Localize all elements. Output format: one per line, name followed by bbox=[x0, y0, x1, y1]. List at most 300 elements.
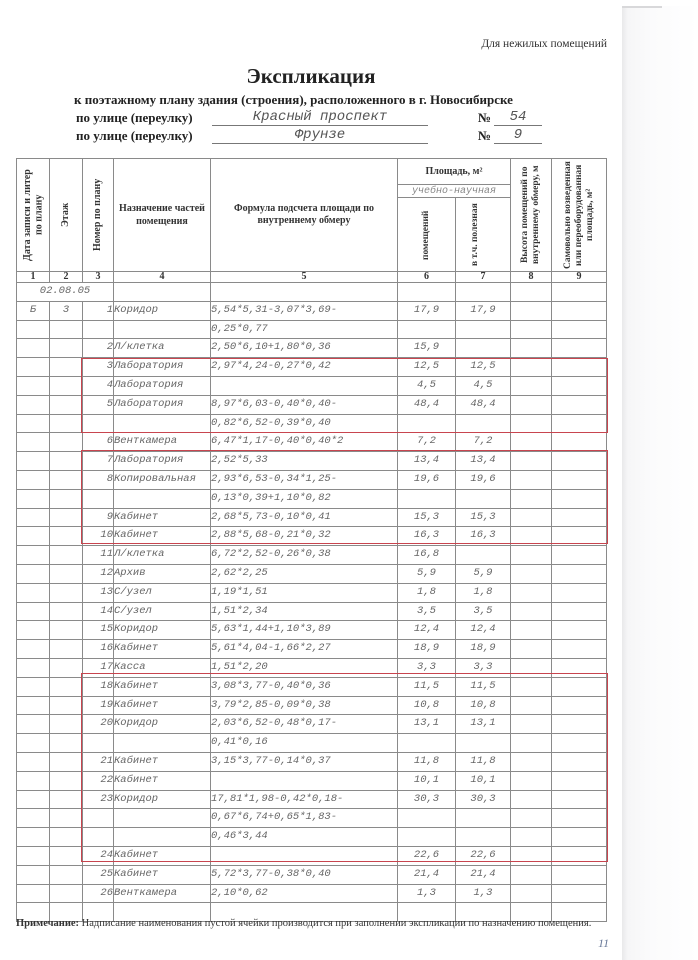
floor-cell bbox=[50, 339, 83, 358]
plan-number-cell: 26 bbox=[83, 884, 114, 903]
table-row bbox=[17, 395, 607, 414]
footnote-text: Надписание наименования пустой ячейки производится при заполнении экспликации по назначению помещения. bbox=[79, 918, 592, 929]
table-row bbox=[17, 828, 607, 847]
area-formula-cell: 5,54*5,31-3,07*3,69- bbox=[211, 301, 398, 320]
floor-cell bbox=[50, 546, 83, 565]
floor-cell bbox=[50, 677, 83, 696]
litera-cell bbox=[17, 546, 50, 565]
height-cell bbox=[511, 846, 552, 865]
floor-cell bbox=[50, 846, 83, 865]
height-cell bbox=[511, 376, 552, 395]
floor-cell bbox=[50, 489, 83, 508]
area-formula-cell: 1,19*1,51 bbox=[211, 583, 398, 602]
number-label: № bbox=[478, 128, 492, 143]
room-area-cell: 3,5 bbox=[398, 602, 456, 621]
plan-number-cell: 4 bbox=[83, 376, 114, 395]
floor-cell bbox=[50, 809, 83, 828]
area-formula-cell: 2,50*6,10+1,80*0,36 bbox=[211, 339, 398, 358]
litera-cell bbox=[17, 452, 50, 471]
column-number: 5 bbox=[211, 272, 398, 283]
floor-cell bbox=[50, 414, 83, 433]
unauthorized-area-cell bbox=[552, 658, 607, 677]
table-row bbox=[17, 790, 607, 809]
litera-cell bbox=[17, 658, 50, 677]
room-area-cell: 22,6 bbox=[398, 846, 456, 865]
page-mark: 11 bbox=[598, 936, 610, 950]
floor-cell bbox=[50, 790, 83, 809]
area-formula-cell: 2,52*5,33 bbox=[211, 452, 398, 471]
room-purpose-cell bbox=[114, 414, 211, 433]
room-area-cell bbox=[398, 414, 456, 433]
unauthorized-area-cell bbox=[552, 790, 607, 809]
table-row bbox=[17, 470, 607, 489]
litera-cell bbox=[17, 809, 50, 828]
unauthorized-area-cell bbox=[552, 339, 607, 358]
plan-number-cell bbox=[83, 320, 114, 339]
floor-cell bbox=[50, 696, 83, 715]
room-purpose-cell: Архив bbox=[114, 564, 211, 583]
floor-cell bbox=[50, 433, 83, 452]
area-formula-cell: 5,61*4,04-1,66*2,27 bbox=[211, 640, 398, 659]
unauthorized-area-cell bbox=[552, 433, 607, 452]
header-area: Площадь, м² bbox=[398, 159, 511, 185]
plan-number-cell bbox=[83, 828, 114, 847]
height-cell bbox=[511, 527, 552, 546]
litera-cell bbox=[17, 715, 50, 734]
litera-cell bbox=[17, 583, 50, 602]
area-formula-cell: 5,72*3,77-0,38*0,40 bbox=[211, 865, 398, 884]
document-title: Экспликация bbox=[246, 64, 376, 88]
room-area-cell: 12,5 bbox=[398, 358, 456, 377]
area-formula-cell: 0,41*0,16 bbox=[211, 734, 398, 753]
plan-number-cell: 17 bbox=[83, 658, 114, 677]
table-row bbox=[17, 640, 607, 659]
litera-cell bbox=[17, 414, 50, 433]
paper-edge-shadow bbox=[622, 6, 698, 960]
height-cell bbox=[511, 546, 552, 565]
height-cell bbox=[511, 470, 552, 489]
table-row bbox=[17, 339, 607, 358]
floor-cell bbox=[50, 508, 83, 527]
header-floor: Этаж bbox=[50, 159, 83, 272]
header-plan-number: Номер по плану bbox=[83, 159, 114, 272]
table-row bbox=[17, 414, 607, 433]
plan-number-cell: 6 bbox=[83, 433, 114, 452]
table-row bbox=[17, 489, 607, 508]
litera-cell bbox=[17, 640, 50, 659]
useful-area-cell: 11,8 bbox=[456, 752, 511, 771]
room-purpose-cell bbox=[114, 489, 211, 508]
room-purpose-cell: Лаборатория bbox=[114, 452, 211, 471]
room-area-cell: 16,3 bbox=[398, 527, 456, 546]
room-purpose-cell: Копировальная bbox=[114, 470, 211, 489]
litera-cell bbox=[17, 621, 50, 640]
unauthorized-area-cell bbox=[552, 752, 607, 771]
unauthorized-area-cell bbox=[552, 414, 607, 433]
table-row bbox=[17, 715, 607, 734]
litera-cell bbox=[17, 433, 50, 452]
table-row bbox=[17, 452, 607, 471]
unauthorized-area-cell bbox=[552, 470, 607, 489]
plan-number-cell: 3 bbox=[83, 358, 114, 377]
plan-number-cell: 7 bbox=[83, 452, 114, 471]
plan-number-cell: 22 bbox=[83, 771, 114, 790]
room-area-cell: 3,3 bbox=[398, 658, 456, 677]
street-value: Красный проспект bbox=[212, 109, 428, 126]
room-purpose-cell: Кабинет bbox=[114, 846, 211, 865]
floor-cell bbox=[50, 771, 83, 790]
height-cell bbox=[511, 301, 552, 320]
table-row bbox=[17, 884, 607, 903]
useful-area-cell: 17,9 bbox=[456, 301, 511, 320]
floor-cell bbox=[50, 734, 83, 753]
room-area-cell: 30,3 bbox=[398, 790, 456, 809]
useful-area-cell bbox=[456, 734, 511, 753]
room-area-cell: 48,4 bbox=[398, 395, 456, 414]
room-purpose-cell: С/узел bbox=[114, 602, 211, 621]
room-area-cell: 11,5 bbox=[398, 677, 456, 696]
useful-area-cell bbox=[456, 489, 511, 508]
useful-area-cell bbox=[456, 828, 511, 847]
height-cell bbox=[511, 489, 552, 508]
plan-number-cell: 8 bbox=[83, 470, 114, 489]
litera-cell bbox=[17, 320, 50, 339]
height-cell bbox=[511, 452, 552, 471]
unauthorized-area-cell bbox=[552, 358, 607, 377]
height-cell bbox=[511, 771, 552, 790]
height-cell bbox=[511, 809, 552, 828]
unauthorized-area-cell bbox=[552, 715, 607, 734]
floor-cell bbox=[50, 452, 83, 471]
column-number: 4 bbox=[114, 272, 211, 283]
area-formula-cell: 1,51*2,34 bbox=[211, 602, 398, 621]
floor-cell bbox=[50, 320, 83, 339]
unauthorized-area-cell bbox=[552, 865, 607, 884]
room-purpose-cell: Л/клетка bbox=[114, 546, 211, 565]
room-area-cell: 7,2 bbox=[398, 433, 456, 452]
table-row bbox=[17, 809, 607, 828]
table-row bbox=[17, 696, 607, 715]
plan-number-cell: 2 bbox=[83, 339, 114, 358]
column-number: 6 bbox=[398, 272, 456, 283]
room-purpose-cell: Л/клетка bbox=[114, 339, 211, 358]
header-date-litera: Дата записи и литер по плану bbox=[17, 159, 50, 272]
room-area-cell: 4,5 bbox=[398, 376, 456, 395]
room-area-cell: 10,1 bbox=[398, 771, 456, 790]
unauthorized-area-cell bbox=[552, 583, 607, 602]
room-purpose-cell bbox=[114, 828, 211, 847]
street-label: по улице (переулку) bbox=[76, 128, 193, 143]
plan-number-cell: 9 bbox=[83, 508, 114, 527]
litera-cell bbox=[17, 489, 50, 508]
useful-area-cell bbox=[456, 546, 511, 565]
height-cell bbox=[511, 677, 552, 696]
room-area-cell: 1,8 bbox=[398, 583, 456, 602]
floor-cell bbox=[50, 395, 83, 414]
area-formula-cell: 2,93*6,53-0,34*1,25- bbox=[211, 470, 398, 489]
room-area-cell bbox=[398, 320, 456, 339]
area-formula-cell bbox=[211, 846, 398, 865]
plan-number-cell: 19 bbox=[83, 696, 114, 715]
litera-cell bbox=[17, 752, 50, 771]
plan-number-cell bbox=[83, 414, 114, 433]
area-formula-cell: 0,46*3,44 bbox=[211, 828, 398, 847]
header-area-useful: в т.ч. полезная bbox=[456, 198, 511, 272]
useful-area-cell: 15,3 bbox=[456, 508, 511, 527]
useful-area-cell: 22,6 bbox=[456, 846, 511, 865]
unauthorized-area-cell bbox=[552, 376, 607, 395]
unauthorized-area-cell bbox=[552, 546, 607, 565]
table-row bbox=[17, 621, 607, 640]
unauthorized-area-cell bbox=[552, 602, 607, 621]
room-purpose-cell: С/узел bbox=[114, 583, 211, 602]
room-area-cell: 1,3 bbox=[398, 884, 456, 903]
useful-area-cell: 18,9 bbox=[456, 640, 511, 659]
room-purpose-cell: Касса bbox=[114, 658, 211, 677]
record-date: 02.08.05 bbox=[17, 283, 114, 302]
table-row bbox=[17, 433, 607, 452]
room-area-cell: 11,8 bbox=[398, 752, 456, 771]
number-label: № bbox=[478, 110, 492, 125]
room-purpose-cell: Кабинет bbox=[114, 677, 211, 696]
litera-cell bbox=[17, 771, 50, 790]
area-formula-cell: 0,67*6,74+0,65*1,83- bbox=[211, 809, 398, 828]
room-purpose-cell: Кабинет bbox=[114, 752, 211, 771]
floor-cell bbox=[50, 828, 83, 847]
area-formula-cell: 2,88*5,68-0,21*0,32 bbox=[211, 527, 398, 546]
useful-area-cell: 21,4 bbox=[456, 865, 511, 884]
header-area-subtype: учебно-научная bbox=[398, 185, 511, 198]
litera-cell bbox=[17, 564, 50, 583]
useful-area-cell bbox=[456, 339, 511, 358]
plan-number-cell: 11 bbox=[83, 546, 114, 565]
room-purpose-cell bbox=[114, 320, 211, 339]
room-area-cell: 18,9 bbox=[398, 640, 456, 659]
litera-cell bbox=[17, 470, 50, 489]
footnote-label: Примечание: bbox=[16, 918, 80, 929]
area-formula-cell: 8,97*6,03-0,40*0,40- bbox=[211, 395, 398, 414]
street-value: Фрунзе bbox=[212, 127, 428, 144]
unauthorized-area-cell bbox=[552, 677, 607, 696]
room-area-cell bbox=[398, 809, 456, 828]
litera-cell bbox=[17, 508, 50, 527]
area-formula-cell bbox=[211, 771, 398, 790]
floor-cell bbox=[50, 358, 83, 377]
room-purpose-cell bbox=[114, 734, 211, 753]
header-unauthorized: Самовольно возведенная или переоборудованная площадь, м² bbox=[552, 159, 607, 272]
litera-cell: Б bbox=[17, 301, 50, 320]
useful-area-cell bbox=[456, 320, 511, 339]
unauthorized-area-cell bbox=[552, 696, 607, 715]
area-formula-cell: 2,68*5,73-0,10*0,41 bbox=[211, 508, 398, 527]
litera-cell bbox=[17, 846, 50, 865]
column-number: 2 bbox=[50, 272, 83, 283]
room-purpose-cell: Кабинет bbox=[114, 640, 211, 659]
table-row bbox=[17, 508, 607, 527]
height-cell bbox=[511, 395, 552, 414]
unauthorized-area-cell bbox=[552, 846, 607, 865]
plan-number-cell: 21 bbox=[83, 752, 114, 771]
height-cell bbox=[511, 734, 552, 753]
useful-area-cell: 3,3 bbox=[456, 658, 511, 677]
plan-number-cell: 1 bbox=[83, 301, 114, 320]
useful-area-cell: 13,1 bbox=[456, 715, 511, 734]
useful-area-cell: 5,9 bbox=[456, 564, 511, 583]
header-height: Высота помещений по внутреннему обмеру, м bbox=[511, 159, 552, 272]
unauthorized-area-cell bbox=[552, 734, 607, 753]
plan-number-cell bbox=[83, 489, 114, 508]
litera-cell bbox=[17, 884, 50, 903]
plan-number-cell bbox=[83, 809, 114, 828]
litera-cell bbox=[17, 696, 50, 715]
height-cell bbox=[511, 339, 552, 358]
unauthorized-area-cell bbox=[552, 395, 607, 414]
plan-number-cell: 13 bbox=[83, 583, 114, 602]
floor-cell bbox=[50, 583, 83, 602]
room-area-cell: 13,4 bbox=[398, 452, 456, 471]
room-area-cell: 21,4 bbox=[398, 865, 456, 884]
plan-number-cell: 20 bbox=[83, 715, 114, 734]
floor-cell bbox=[50, 752, 83, 771]
height-cell bbox=[511, 696, 552, 715]
room-purpose-cell: Коридор bbox=[114, 621, 211, 640]
height-cell bbox=[511, 640, 552, 659]
area-formula-cell: 3,15*3,77-0,14*0,37 bbox=[211, 752, 398, 771]
useful-area-cell: 3,5 bbox=[456, 602, 511, 621]
height-cell bbox=[511, 602, 552, 621]
litera-cell bbox=[17, 790, 50, 809]
litera-cell bbox=[17, 828, 50, 847]
floor-cell bbox=[50, 376, 83, 395]
room-purpose-cell: Кабинет bbox=[114, 696, 211, 715]
floor-cell bbox=[50, 602, 83, 621]
useful-area-cell: 12,4 bbox=[456, 621, 511, 640]
floor-cell: 3 bbox=[50, 301, 83, 320]
plan-number-cell: 23 bbox=[83, 790, 114, 809]
table-row bbox=[17, 301, 607, 320]
room-purpose-cell: Лаборатория bbox=[114, 376, 211, 395]
unauthorized-area-cell bbox=[552, 489, 607, 508]
room-purpose-cell: Кабинет bbox=[114, 865, 211, 884]
height-cell bbox=[511, 564, 552, 583]
floor-cell bbox=[50, 527, 83, 546]
building-number: 9 bbox=[494, 127, 542, 144]
footnote bbox=[16, 918, 591, 929]
unauthorized-area-cell bbox=[552, 828, 607, 847]
plan-number-cell: 15 bbox=[83, 621, 114, 640]
floor-cell bbox=[50, 658, 83, 677]
table-row bbox=[17, 677, 607, 696]
room-area-cell: 16,8 bbox=[398, 546, 456, 565]
area-formula-cell: 5,63*1,44+1,10*3,89 bbox=[211, 621, 398, 640]
litera-cell bbox=[17, 358, 50, 377]
header-purpose: Назначение частей помещения bbox=[114, 159, 211, 272]
height-cell bbox=[511, 884, 552, 903]
table-row bbox=[17, 658, 607, 677]
height-cell bbox=[511, 414, 552, 433]
date-row bbox=[17, 283, 607, 302]
table-row bbox=[17, 752, 607, 771]
column-number: 9 bbox=[552, 272, 607, 283]
room-purpose-cell: Лаборатория bbox=[114, 395, 211, 414]
room-purpose-cell: Венткамера bbox=[114, 884, 211, 903]
height-cell bbox=[511, 790, 552, 809]
room-purpose-cell: Коридор bbox=[114, 790, 211, 809]
litera-cell bbox=[17, 734, 50, 753]
floor-cell bbox=[50, 865, 83, 884]
plan-number-cell: 12 bbox=[83, 564, 114, 583]
room-purpose-cell: Лаборатория bbox=[114, 358, 211, 377]
height-cell bbox=[511, 358, 552, 377]
useful-area-cell: 19,6 bbox=[456, 470, 511, 489]
table-row bbox=[17, 771, 607, 790]
height-cell bbox=[511, 658, 552, 677]
room-area-cell bbox=[398, 828, 456, 847]
height-cell bbox=[511, 320, 552, 339]
room-purpose-cell: Коридор bbox=[114, 715, 211, 734]
table-row bbox=[17, 865, 607, 884]
height-cell bbox=[511, 752, 552, 771]
room-purpose-cell: Кабинет bbox=[114, 508, 211, 527]
room-area-cell: 5,9 bbox=[398, 564, 456, 583]
room-area-cell bbox=[398, 489, 456, 508]
plan-number-cell: 14 bbox=[83, 602, 114, 621]
unauthorized-area-cell bbox=[552, 564, 607, 583]
plan-number-cell: 16 bbox=[83, 640, 114, 659]
explication-table bbox=[16, 158, 607, 922]
useful-area-cell bbox=[456, 414, 511, 433]
building-number: 54 bbox=[494, 109, 542, 126]
litera-cell bbox=[17, 527, 50, 546]
unauthorized-area-cell bbox=[552, 809, 607, 828]
useful-area-cell bbox=[456, 809, 511, 828]
room-area-cell: 19,6 bbox=[398, 470, 456, 489]
unauthorized-area-cell bbox=[552, 771, 607, 790]
area-formula-cell: 0,25*0,77 bbox=[211, 320, 398, 339]
area-formula-cell bbox=[211, 376, 398, 395]
height-cell bbox=[511, 433, 552, 452]
floor-cell bbox=[50, 715, 83, 734]
useful-area-cell: 1,8 bbox=[456, 583, 511, 602]
column-number: 8 bbox=[511, 272, 552, 283]
unauthorized-area-cell bbox=[552, 621, 607, 640]
area-formula-cell: 2,10*0,62 bbox=[211, 884, 398, 903]
street-label: по улице (переулку) bbox=[76, 110, 193, 125]
height-cell bbox=[511, 621, 552, 640]
plan-number-cell: 18 bbox=[83, 677, 114, 696]
column-number: 7 bbox=[456, 272, 511, 283]
floor-cell bbox=[50, 470, 83, 489]
column-number-row bbox=[17, 272, 607, 283]
litera-cell bbox=[17, 376, 50, 395]
document-type-label: Для нежилых помещений bbox=[481, 38, 607, 50]
table-row bbox=[17, 583, 607, 602]
room-purpose-cell: Кабинет bbox=[114, 527, 211, 546]
height-cell bbox=[511, 828, 552, 847]
paper-edge-top bbox=[622, 6, 662, 8]
area-formula-cell: 2,62*2,25 bbox=[211, 564, 398, 583]
document-subtitle: к поэтажному плану здания (строения), расположенного в г. Новосибирске bbox=[74, 92, 513, 107]
area-formula-cell: 1,51*2,20 bbox=[211, 658, 398, 677]
column-number: 3 bbox=[83, 272, 114, 283]
header-formula: Формула подсчета площади по внутреннему обмеру bbox=[211, 159, 398, 272]
table-row bbox=[17, 734, 607, 753]
room-purpose-cell: Венткамера bbox=[114, 433, 211, 452]
floor-cell bbox=[50, 640, 83, 659]
header-area-rooms: помещений bbox=[398, 198, 456, 272]
useful-area-cell: 11,5 bbox=[456, 677, 511, 696]
plan-number-cell bbox=[83, 734, 114, 753]
